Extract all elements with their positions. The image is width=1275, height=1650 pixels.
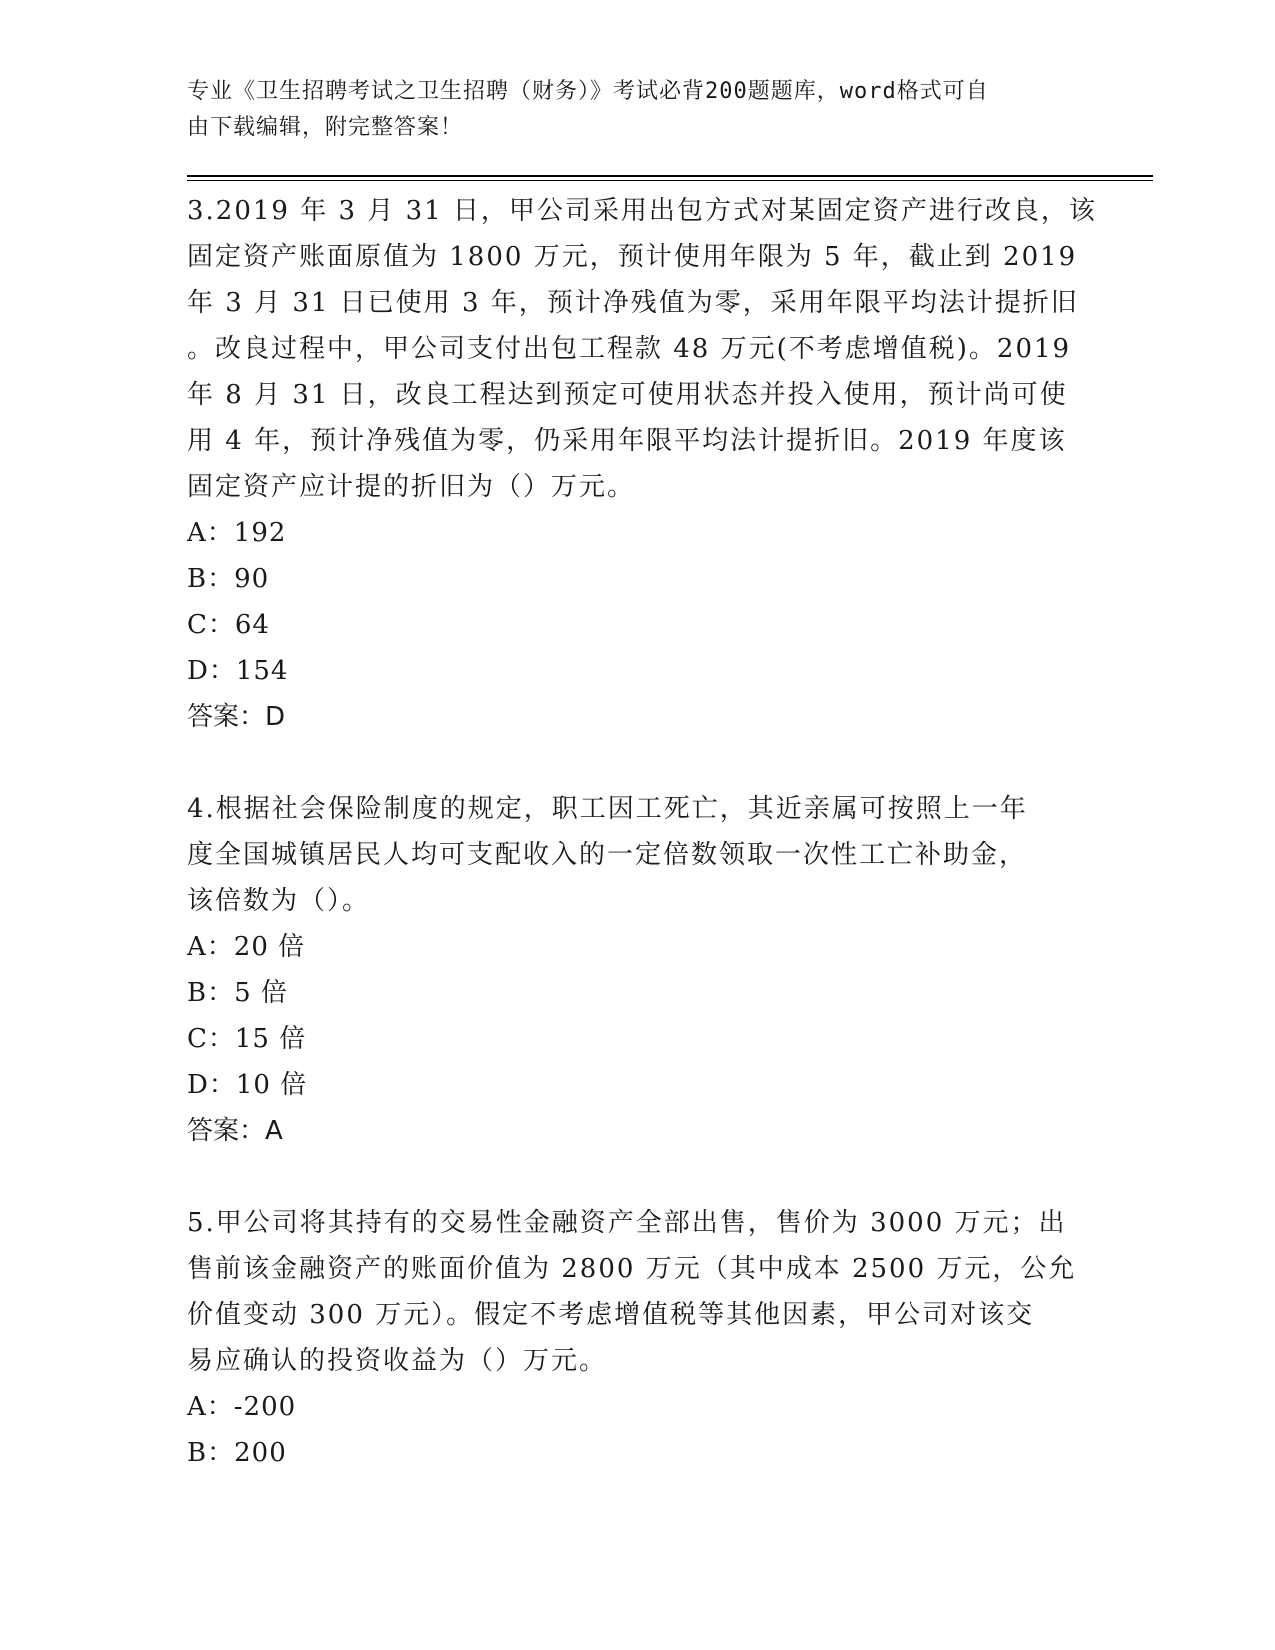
question-text-line: 5.甲公司将其持有的交易性金融资产全部出售，售价为 3000 万元；出 [187, 1208, 1067, 1238]
option-b: B：5 倍 [187, 978, 288, 1008]
option-a: A：20 倍 [187, 932, 306, 962]
question-3 [187, 188, 1097, 740]
question-text-line: 固定资产账面原值为 1800 万元，预计使用年限为 5 年，截止到 2019 [187, 242, 1078, 272]
question-text-line: 度全国城镇居民人均可支配收入的一定倍数领取一次性工亡补助金， [187, 840, 1028, 870]
option-c: C：15 倍 [187, 1024, 307, 1054]
question-text-line: 价值变动 300 万元）。假定不考虑增值税等其他因素，甲公司对该交 [187, 1300, 1035, 1330]
header-divider-thick [187, 175, 1153, 177]
question-spacer [187, 1154, 1087, 1200]
header-divider-thin [187, 180, 1153, 181]
question-text-line: 。改良过程中，甲公司支付出包工程款 48 万元(不考虑增值税)。2019 [187, 334, 1072, 364]
document-header [187, 74, 1067, 146]
question-text-line: 3.2019 年 3 月 31 日，甲公司采用出包方式对某固定资产进行改良，该 [187, 196, 1097, 226]
question-4 [187, 786, 1087, 1154]
option-b: B：200 [187, 1438, 287, 1468]
header-line-2: 由下载编辑，附完整答案！ [187, 115, 464, 140]
answer-label: 答案：D [187, 702, 286, 732]
question-5 [187, 1200, 1087, 1476]
question-text-line: 用 4 年，预计净残值为零，仍采用年限平均法计提折旧。2019 年度该 [187, 426, 1067, 456]
option-d: D：154 [187, 656, 289, 686]
header-line-1: 专业《卫生招聘考试之卫生招聘（财务）》考试必背200题题库，word格式可自 [187, 79, 989, 104]
question-text-line: 年 3 月 31 日已使用 3 年，预计净残值为零，采用年限平均法计提折旧 [187, 288, 1079, 318]
question-text-line: 固定资产应计提的折旧为（）万元。 [187, 472, 636, 502]
option-c: C：64 [187, 610, 270, 640]
option-a: A：192 [187, 518, 287, 548]
question-text-line: 易应确认的投资收益为（）万元。 [187, 1346, 608, 1376]
question-spacer [187, 740, 1087, 786]
question-list [187, 188, 1097, 1476]
option-a: A：-200 [187, 1392, 297, 1422]
question-text-line: 4.根据社会保险制度的规定，职工因工死亡，其近亲属可按照上一年 [187, 794, 1028, 824]
answer-label: 答案：A [187, 1116, 283, 1146]
option-b: B：90 [187, 564, 270, 594]
question-text-line: 年 8 月 31 日，改良工程达到预定可使用状态并投入使用，预计尚可使 [187, 380, 1068, 410]
question-text-line: 该倍数为（）。 [187, 886, 371, 916]
question-text-line: 售前该金融资产的账面价值为 2800 万元（其中成本 2500 万元，公允 [187, 1254, 1077, 1284]
option-d: D：10 倍 [187, 1070, 308, 1100]
